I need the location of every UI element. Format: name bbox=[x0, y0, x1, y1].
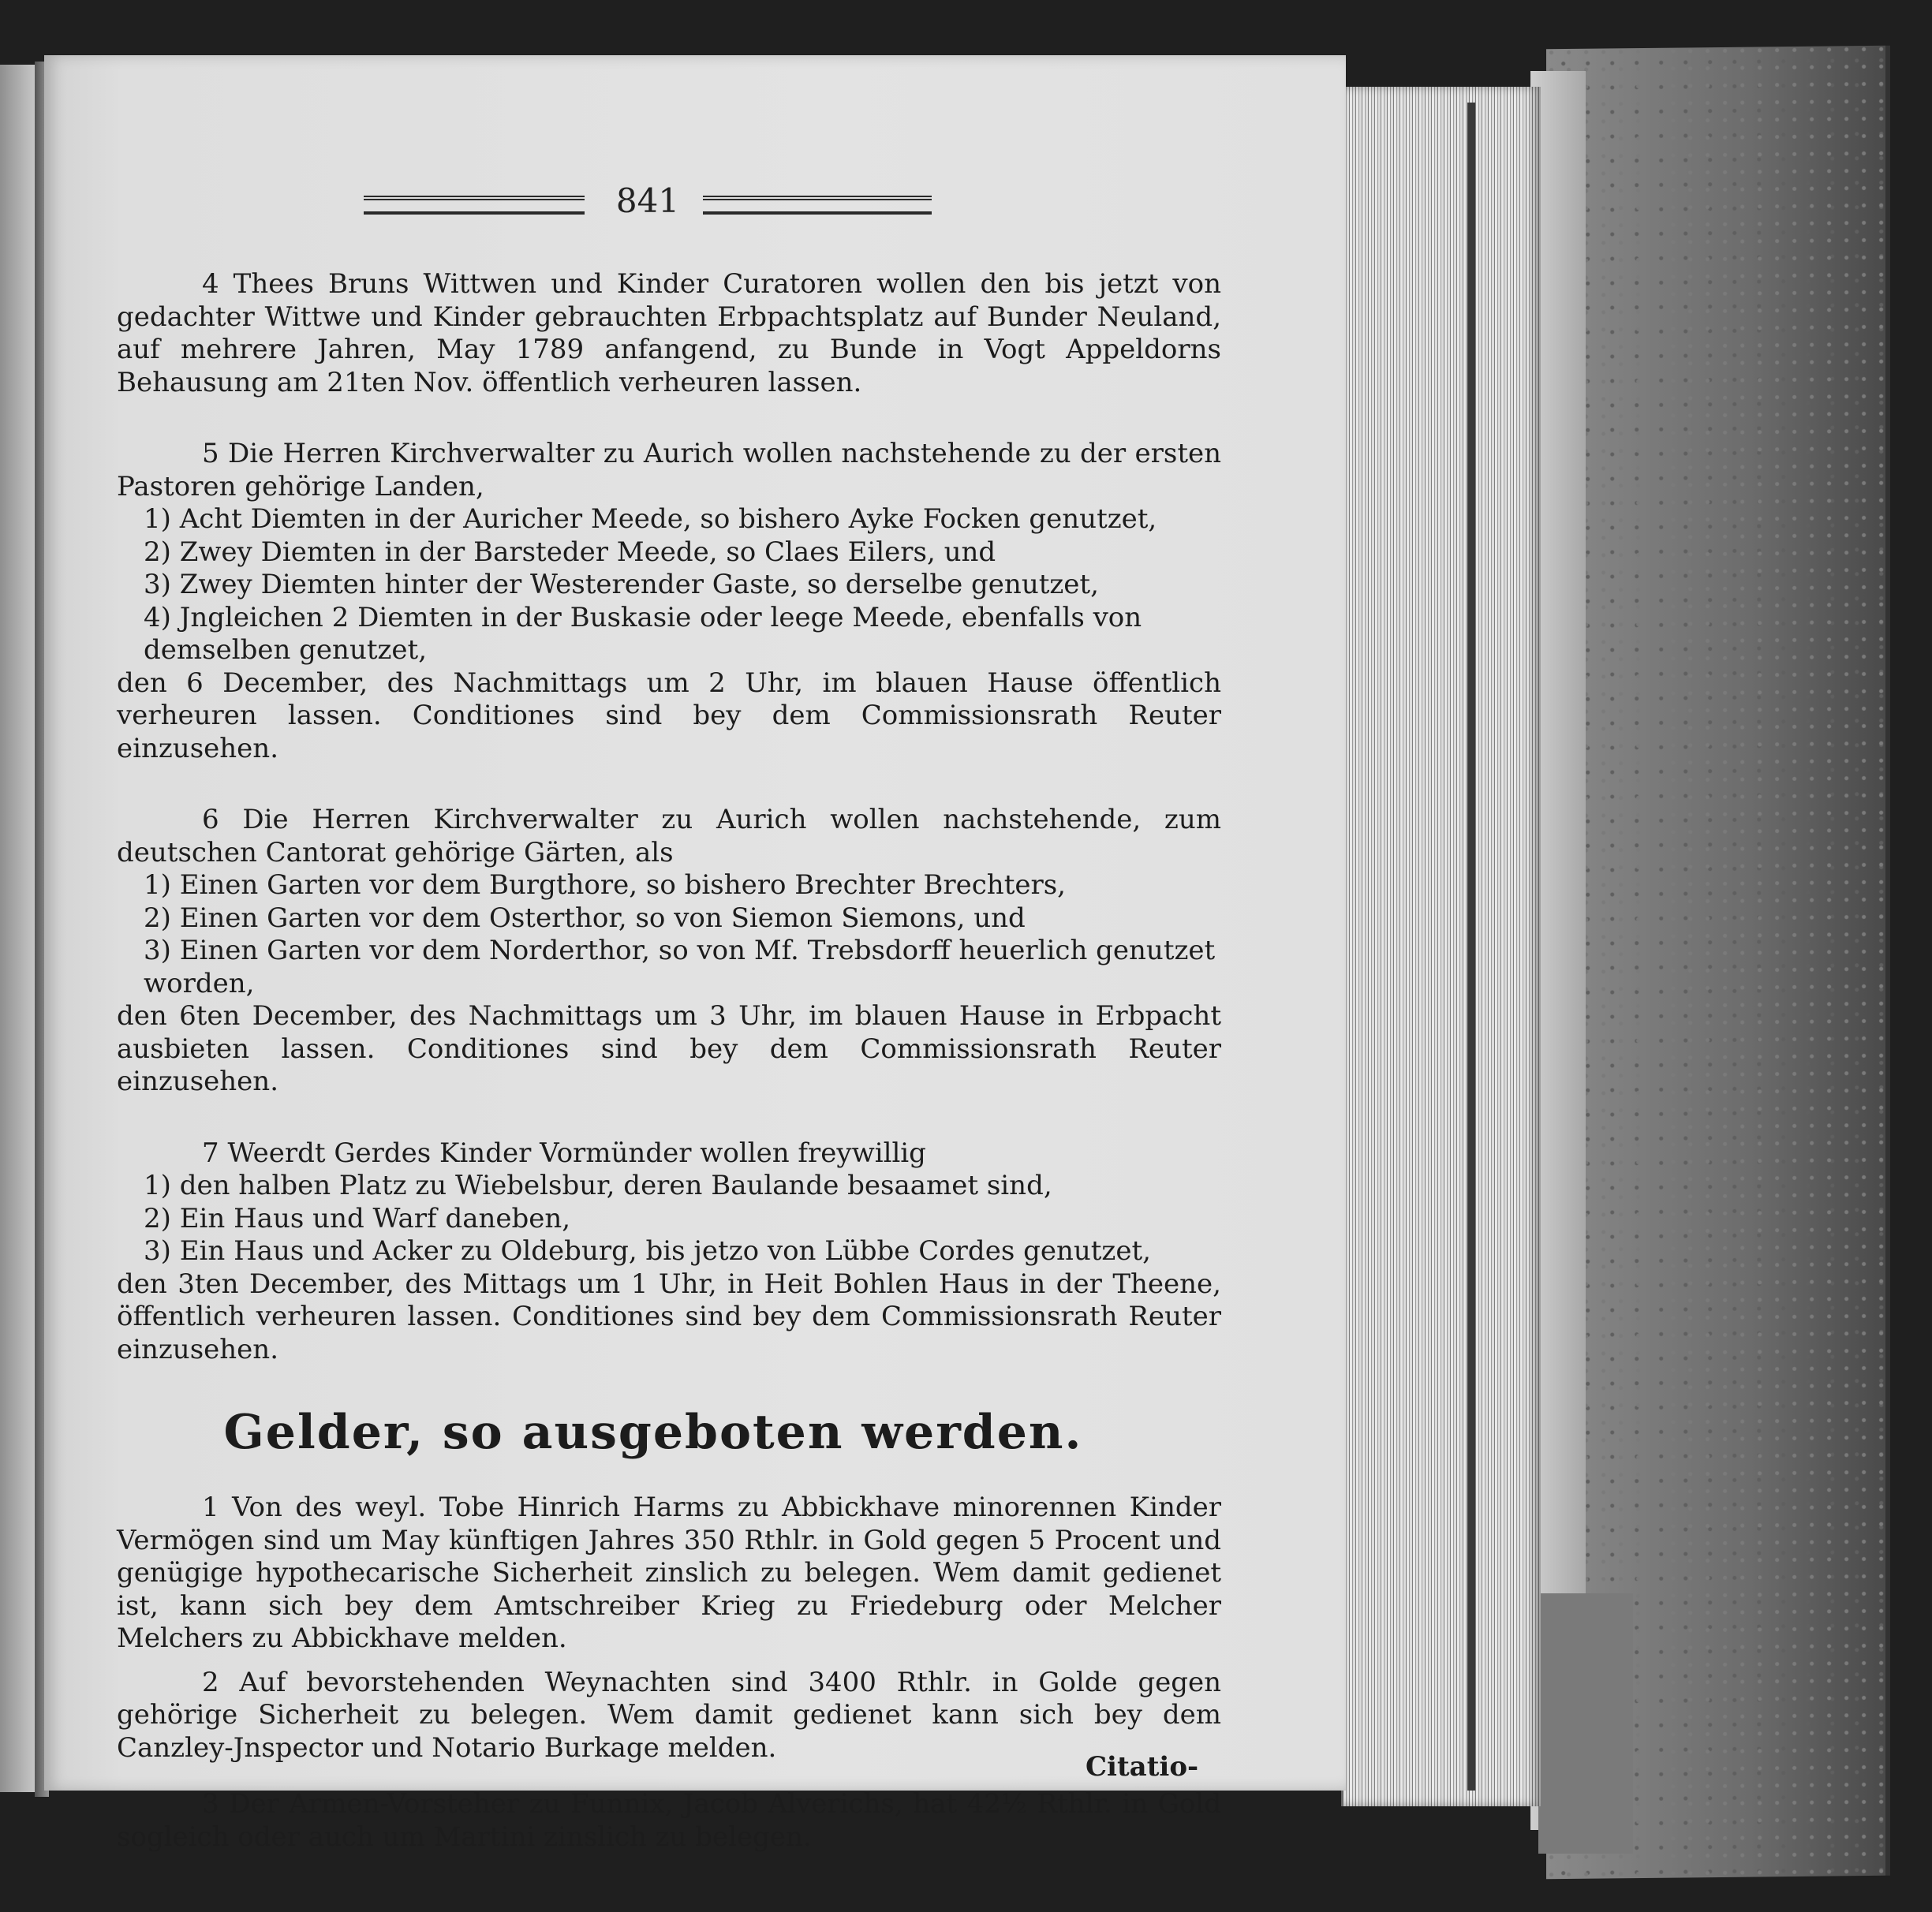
list-item: 1) den halben Platz zu Wiebelsbur, deren Baulande besaamet sind, bbox=[144, 1170, 1052, 1201]
list-item: 4) Jngleichen 2 Diemten in der Buskasie oder leege Meede, ebenfalls von demselben genutzet, bbox=[144, 601, 1142, 666]
list-item: 2) Einen Garten vor dem Osterthor, so von Siemon Siemons, und bbox=[144, 902, 1026, 934]
cover-strip bbox=[1538, 1593, 1633, 1854]
entry-text: 2 Auf bevorstehenden Weynachten sind 3400 Rthlr. in Golde gegen gehörige Sicherheit zu belegen. Wem damit gedienet kann sich bey dem Canzley-Jnspector und Notario Burkage melden. bbox=[117, 1666, 1221, 1764]
page-body bbox=[117, 268, 1221, 1892]
page-block-shadow bbox=[1467, 103, 1475, 1791]
list-item: 1) Acht Diemten in der Auricher Meede, so bishero Ayke Focken genutzet, bbox=[144, 503, 1157, 535]
list-item: 2) Ein Haus und Warf daneben, bbox=[144, 1202, 571, 1234]
section-entry-1 bbox=[117, 1492, 1221, 1656]
list-item: 3) Einen Garten vor dem Norderthor, so von Mf. Trebsdorff heuerlich genutzet worden, bbox=[144, 935, 1216, 999]
catchword: Citatio- bbox=[1086, 1751, 1199, 1783]
header-rule-left bbox=[364, 196, 585, 215]
page-number: 841 bbox=[615, 181, 680, 220]
entry-closing-text: den 6ten December, des Nachmittags um 3 Uhr, im blauen Hause in Erbpacht ausbieten lassen. Conditiones sind bey dem Commissionsrath Reuter einzusehen. bbox=[117, 1000, 1221, 1097]
entry-text: 5 Die Herren Kirchverwalter zu Aurich wollen nachstehende zu der ersten Pastoren gehörige Landen, bbox=[117, 438, 1221, 502]
entry-text: 7 Weerdt Gerdes Kinder Vormünder wollen freywillig bbox=[202, 1137, 926, 1169]
entry-7 bbox=[117, 1137, 1221, 1367]
entry-text: 1 Von des weyl. Tobe Hinrich Harms zu Abbickhave minorennen Kinder Vermögen sind um May künftigen Jahres 350 Rthlr. in Gold gegen 5 Procent und genügige hypothecarische Sicherheit zinslich zu belegen. Wem damit gedienet ist, kann sich bey dem Amtschreiber Krieg zu Friedeburg oder Melcher Melchers zu Abbickhave melden. bbox=[117, 1492, 1221, 1654]
header-rule-right bbox=[703, 196, 932, 215]
entry-text: 3 Der Armen-Vorsteher zu Funnix, Jacob Alverichs, hat 42½ Rthlr. in Gold sogleich oder auch um Martini zinslich zu belegen. bbox=[117, 1788, 1221, 1853]
entry-5 bbox=[117, 438, 1221, 765]
entry-closing-text: den 6 December, des Nachmittags um 2 Uhr, im blauen Hause öffentlich verheuren lassen. Conditiones sind bey dem Commissionsrath Reuter einzusehen. bbox=[117, 667, 1221, 764]
page-header bbox=[364, 181, 932, 220]
entry-text: 4 Thees Bruns Wittwen und Kinder Curatoren wollen den bis jetzt von gedachter Wittwe und Kinder gebrauchten Erbpachtsplatz auf Bunder Neuland, auf mehrere Jahren, May 1789 anfangend, zu Bunde in Vogt Appeldorns Behausung am 21ten Nov. öffentlich verheuren lassen. bbox=[117, 268, 1221, 398]
entry-4 bbox=[117, 268, 1221, 399]
entry-6 bbox=[117, 804, 1221, 1099]
list-item: 3) Zwey Diemten hinter der Westerender Gaste, so derselbe genutzet, bbox=[144, 569, 1099, 600]
page bbox=[44, 55, 1346, 1853]
page-block-edges bbox=[1341, 87, 1541, 1806]
section-entry-2 bbox=[117, 1667, 1221, 1765]
list-item: 3) Ein Haus und Acker zu Oldeburg, bis jetzo von Lübbe Cordes genutzet, bbox=[144, 1235, 1151, 1267]
section-entry-3 bbox=[117, 1788, 1221, 1854]
list-item: 2) Zwey Diemten in der Barsteder Meede, so Claes Eilers, und bbox=[144, 536, 996, 568]
entry-text: 6 Die Herren Kirchverwalter zu Aurich wollen nachstehende, zum deutschen Cantorat gehörige Gärten, als bbox=[117, 804, 1221, 868]
list-item: 1) Einen Garten vor dem Burgthore, so bishero Brechter Brechters, bbox=[144, 869, 1066, 901]
entry-closing-text: den 3ten December, des Mittags um 1 Uhr, in Heit Bohlen Haus in der Theene, öffentlich verheuren lassen. Conditiones sind bey dem Commissionsrath Reuter einzusehen. bbox=[117, 1268, 1221, 1365]
section-heading: Gelder, so ausgeboten werden. bbox=[223, 1405, 1083, 1460]
